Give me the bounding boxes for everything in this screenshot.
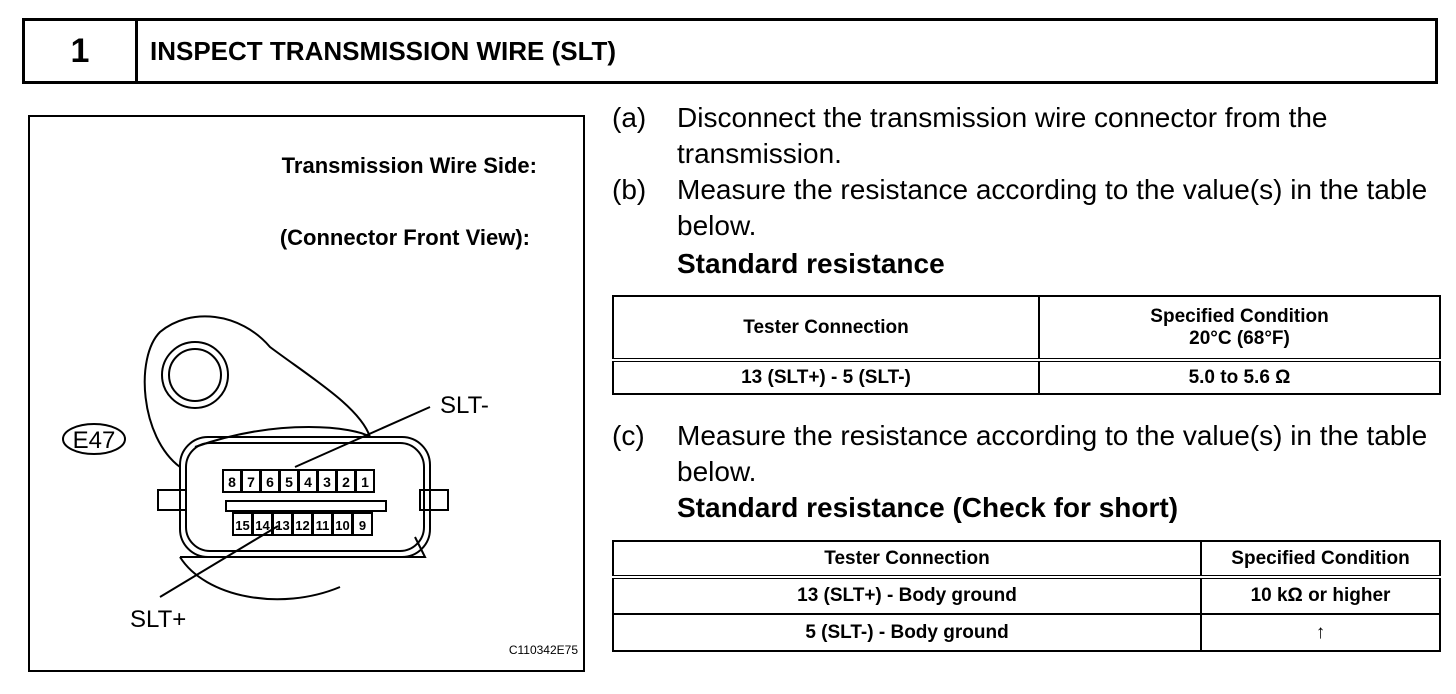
slt-plus-leader: [160, 526, 278, 597]
step-number: 1: [25, 21, 138, 81]
pin-number: 12: [295, 518, 310, 533]
connector-id: E47: [72, 427, 116, 454]
tester-connection-cell: 13 (SLT+) - Body ground: [613, 577, 1201, 614]
step-c-subhead: Standard resistance (Check for short): [677, 492, 1179, 523]
slt-minus-label: SLT-: [440, 392, 489, 419]
pin-number: 13: [275, 518, 290, 533]
column-header: Tester Connection: [613, 296, 1039, 360]
pin-number: 3: [323, 474, 331, 490]
pin-number: 4: [304, 474, 312, 490]
column-header: Tester Connection: [613, 541, 1201, 577]
section-title: INSPECT TRANSMISSION WIRE (SLT): [150, 35, 617, 66]
step-c-text: Measure the resistance according to the value(s) in the table below.: [677, 420, 1428, 487]
slt-plus-label: SLT+: [130, 606, 187, 633]
pin-number: 14: [255, 518, 270, 533]
step-a-text: Disconnect the transmission wire connector from the transmission.: [677, 102, 1328, 169]
pin-number: 10: [335, 518, 350, 533]
table-row: [613, 360, 1440, 394]
step-c-label: (c): [612, 420, 645, 451]
pin-number: 8: [228, 474, 236, 490]
specified-condition-cell: ↑: [1201, 614, 1440, 651]
section-header: [22, 18, 1438, 84]
column-header-line2: 20°C (68°F): [1189, 327, 1290, 349]
pin-number: 5: [285, 474, 293, 490]
figure-caption-view: (Connector Front View):: [279, 225, 530, 250]
specified-condition-cell: 5.0 to 5.6 Ω: [1039, 360, 1440, 394]
pin-number: 1: [361, 474, 369, 490]
pin-number: 7: [247, 474, 255, 490]
column-header-condition: [1039, 296, 1440, 360]
standard-resistance-table: [612, 295, 1441, 395]
step-b-subhead: Standard resistance: [677, 248, 945, 279]
tester-connection-cell: 5 (SLT-) - Body ground: [613, 614, 1201, 651]
step-b-label: (b): [612, 174, 647, 205]
table-header-row: [613, 541, 1440, 577]
table-header-row: [613, 296, 1440, 360]
table-row: [613, 577, 1440, 614]
connector-diagram: [28, 115, 585, 672]
tester-connection-cell: 13 (SLT+) - 5 (SLT-): [613, 360, 1039, 394]
specified-condition-cell: 10 kΩ or higher: [1201, 577, 1440, 614]
figure-code: C110342E75: [508, 643, 578, 657]
pin-number: 6: [266, 474, 274, 490]
connector-body: [158, 437, 448, 557]
column-header: Specified Condition: [1201, 541, 1440, 577]
step-a-label: (a): [612, 102, 647, 133]
step-b-text: Measure the resistance according to the value(s) in the table below.: [677, 174, 1428, 241]
top-pin-row: [223, 470, 374, 492]
bottom-pin-row: [233, 513, 372, 535]
pin-number: 2: [342, 474, 350, 490]
figure-caption-side: Transmission Wire Side:: [281, 153, 537, 178]
column-header-line1: Specified Condition: [1150, 305, 1329, 327]
pin-number: 11: [315, 518, 330, 533]
pin-number: 9: [358, 518, 367, 533]
short-check-table: [612, 540, 1441, 652]
pin-number: 15: [235, 518, 250, 533]
table-row: [613, 614, 1440, 651]
